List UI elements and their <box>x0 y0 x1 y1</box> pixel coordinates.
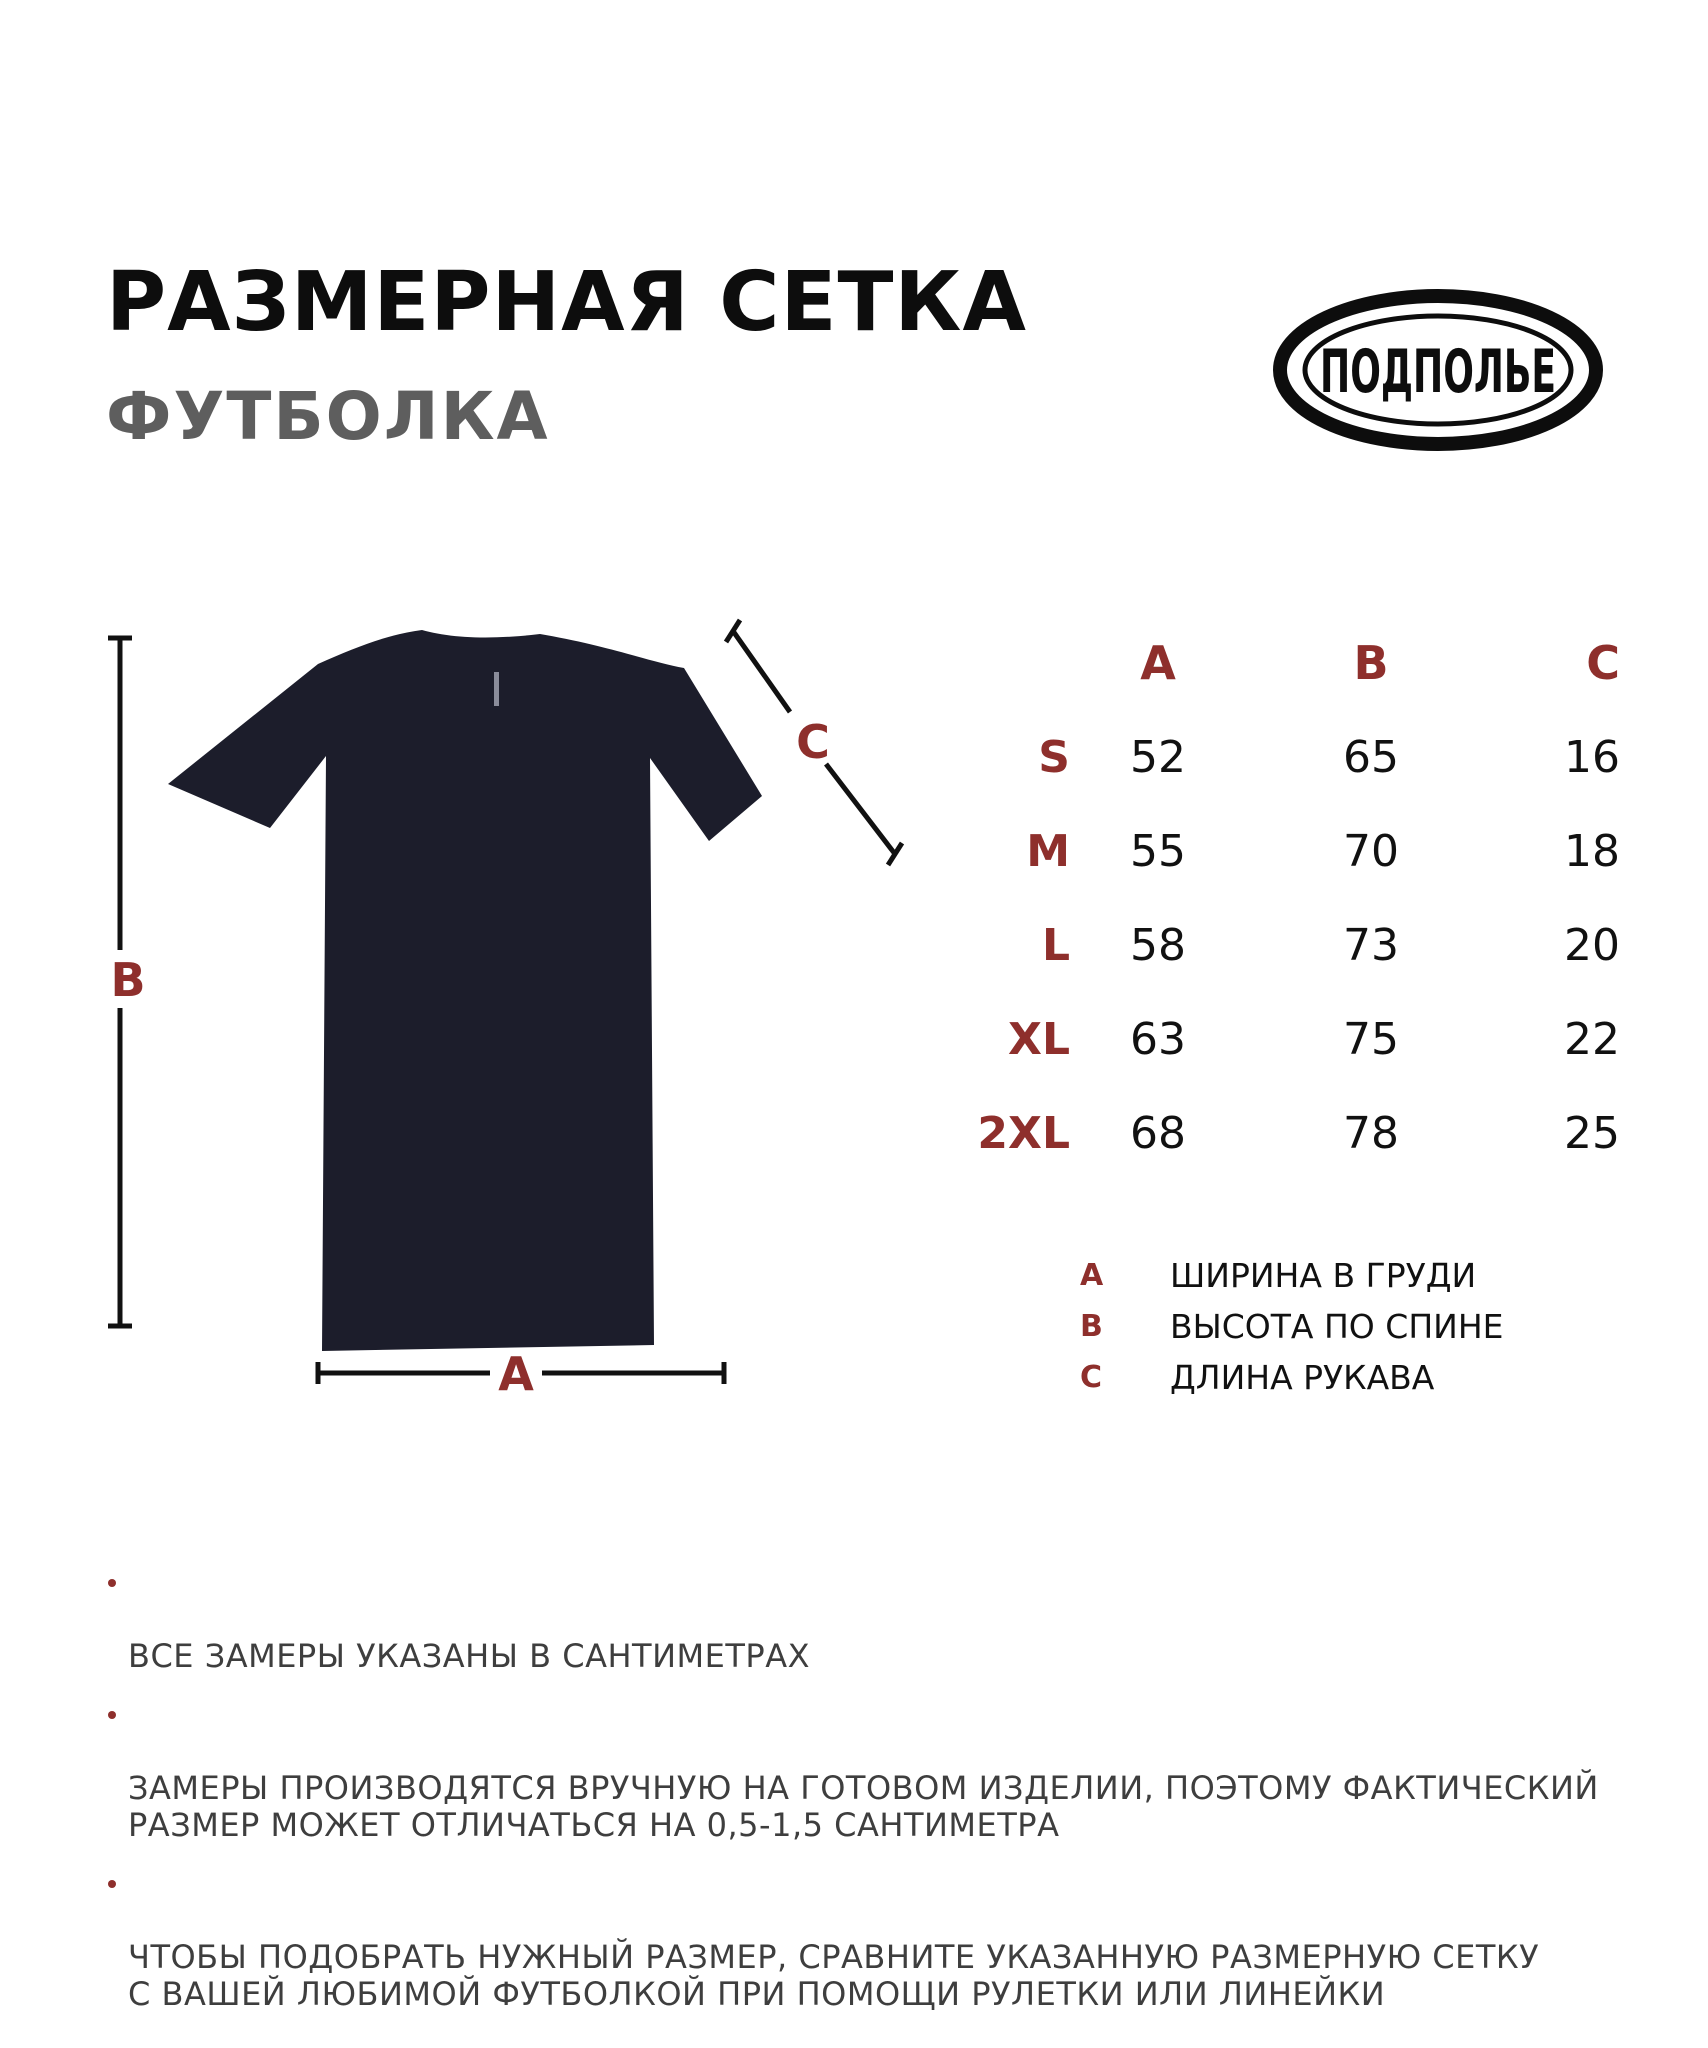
table-row <box>960 804 1620 898</box>
note-text: ЗАМЕРЫ ПРОИЗВОДЯТСЯ ВРУЧНУЮ НА ГОТОВОМ ИЗДЕЛИИ, ПОЭТОМУ ФАКТИЧЕСКИЙ РАЗМЕР МОЖЕТ ОТЛИЧАТЬСЯ НА 0,5-1,5 САНТИМЕТРА <box>128 1769 1599 1844</box>
size-table <box>960 616 1620 1180</box>
dimension-b-label: B <box>110 953 146 1007</box>
size-column-header <box>960 616 1070 710</box>
size-label: XL <box>1008 1013 1070 1065</box>
collar-tag <box>494 672 499 706</box>
value-a: 55 <box>1130 825 1186 877</box>
value-c: 25 <box>1564 1107 1620 1159</box>
value-c: 18 <box>1564 825 1620 877</box>
table-row <box>960 992 1620 1086</box>
value-a: 58 <box>1130 919 1186 971</box>
value-b: 73 <box>1343 919 1399 971</box>
brand-logo-text: ПОДПОЛЬЕ <box>1320 337 1556 407</box>
page-title: РАЗМЕРНАЯ СЕТКА <box>106 255 1027 350</box>
legend-item <box>1080 1301 1640 1352</box>
legend-item <box>1080 1352 1640 1403</box>
value-b: 75 <box>1343 1013 1399 1065</box>
note-text: ВСЕ ЗАМЕРЫ УКАЗАНЫ В САНТИМЕТРАХ <box>128 1637 810 1675</box>
notes-list <box>106 1564 1646 2034</box>
bullet-dot-icon <box>108 1711 116 1719</box>
size-label: L <box>1041 919 1070 971</box>
product-subtitle: ФУТБОЛКА <box>106 378 550 455</box>
table-row <box>960 898 1620 992</box>
note-text: ЧТОБЫ ПОДОБРАТЬ НУЖНЫЙ РАЗМЕР, СРАВНИТЕ УКАЗАННУЮ РАЗМЕРНУЮ СЕТКУ С ВАШЕЙ ЛЮБИМОЙ ФУТБОЛКОЙ ПРИ ПОМОЩИ РУЛЕТКИ ИЛИ ЛИНЕЙКИ <box>128 1938 1540 2013</box>
value-c: 16 <box>1564 731 1620 783</box>
size-label: M <box>1026 825 1070 877</box>
legend-key: B <box>1080 1309 1103 1344</box>
value-c: 22 <box>1564 1013 1620 1065</box>
value-a: 52 <box>1130 731 1186 783</box>
column-header-a: A <box>1140 636 1176 690</box>
size-label: 2XL <box>977 1107 1070 1159</box>
value-b: 78 <box>1343 1107 1399 1159</box>
legend-description: ВЫСОТА ПО СПИНЕ <box>1170 1307 1504 1346</box>
dimension-c-label: C <box>796 715 830 769</box>
size-label: S <box>1038 731 1070 783</box>
value-b: 65 <box>1343 731 1399 783</box>
value-a: 63 <box>1130 1013 1186 1065</box>
brand-logo <box>1272 288 1604 452</box>
legend-description: ШИРИНА В ГРУДИ <box>1170 1256 1477 1295</box>
column-header-c: C <box>1586 636 1620 690</box>
legend-item <box>1080 1250 1640 1301</box>
table-row <box>960 710 1620 804</box>
tshirt-shape <box>168 630 762 1351</box>
legend-key: A <box>1080 1258 1104 1293</box>
value-b: 70 <box>1343 825 1399 877</box>
table-row <box>960 1086 1620 1180</box>
value-a: 68 <box>1130 1107 1186 1159</box>
tshirt-measurement-diagram <box>90 600 950 1420</box>
legend-description: ДЛИНА РУКАВА <box>1170 1358 1435 1397</box>
bullet-dot-icon <box>108 1880 116 1888</box>
legend-key: C <box>1080 1360 1103 1395</box>
measurement-legend <box>1080 1250 1640 1403</box>
note-item <box>106 1564 1646 1675</box>
size-table-header <box>960 616 1620 710</box>
column-header-b: B <box>1353 636 1389 690</box>
note-item <box>106 1696 1646 1844</box>
value-c: 20 <box>1564 919 1620 971</box>
bullet-dot-icon <box>108 1579 116 1587</box>
note-item <box>106 1865 1646 2013</box>
dimension-a-label: A <box>498 1347 534 1401</box>
